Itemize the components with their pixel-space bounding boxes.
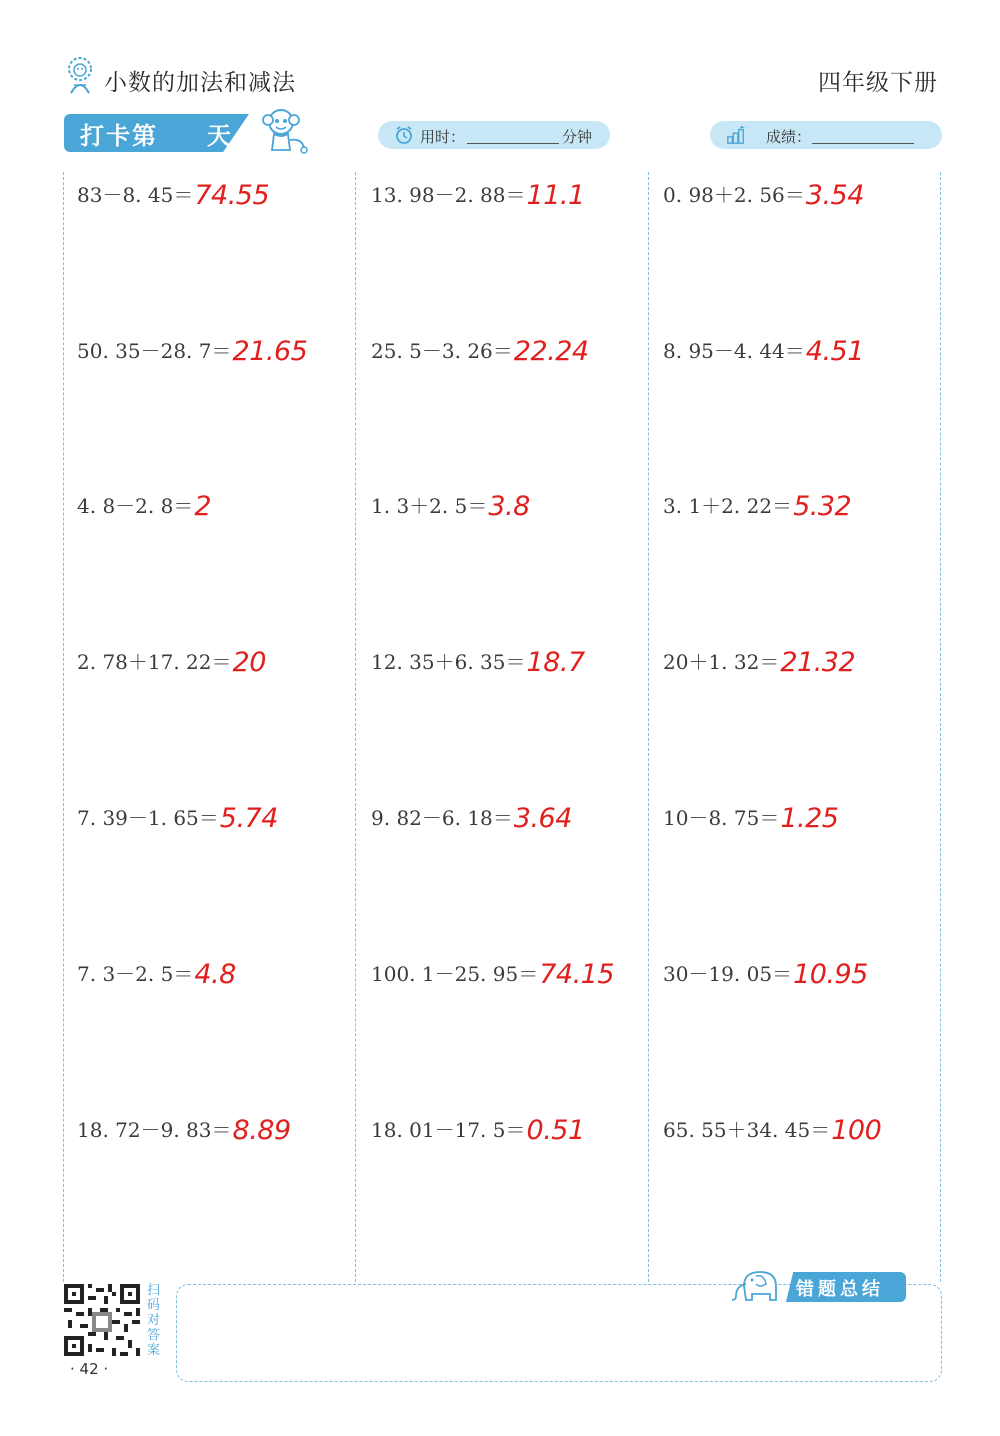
handwritten-answer: 1.25 <box>780 803 839 834</box>
problem-expression: 13. 98－2. 88＝11.1 <box>371 180 585 211</box>
problem-expression: 25. 5－3. 26＝22.24 <box>371 336 589 367</box>
problem-expression: 30－19. 05＝10.95 <box>663 959 868 990</box>
handwritten-answer: 2 <box>194 491 212 522</box>
problem-expression: 100. 1－25. 95＝74.15 <box>371 959 615 990</box>
monkey-mascot-icon <box>256 104 310 156</box>
page-number: · 42 · <box>70 1360 109 1378</box>
handwritten-answer: 0.51 <box>526 1115 585 1146</box>
problem-item <box>663 951 953 1001</box>
problem-expression: 18. 01－17. 5＝0.51 <box>371 1115 585 1146</box>
checkin-label: 打卡第 <box>80 122 158 150</box>
problem-item <box>371 483 661 533</box>
handwritten-answer: 11.1 <box>526 180 585 211</box>
problem-item <box>663 328 953 378</box>
score-box <box>710 121 942 149</box>
problem-item <box>371 951 661 1001</box>
problem-expression: 10－8. 75＝1.25 <box>663 803 839 834</box>
problem-expression: 12. 35＋6. 35＝18.7 <box>371 647 585 678</box>
handwritten-answer: 22.24 <box>513 336 589 367</box>
time-box <box>378 121 610 149</box>
handwritten-answer: 20 <box>232 647 266 678</box>
mistake-summary-label: 错题总结 <box>796 1279 884 1300</box>
score-label: 成绩： <box>766 128 812 146</box>
handwritten-answer: 8.89 <box>232 1115 291 1146</box>
problem-item <box>77 795 367 845</box>
problem-item <box>663 483 953 533</box>
handwritten-answer: 74.15 <box>539 959 615 990</box>
elephant-mascot-icon <box>730 1266 788 1304</box>
problem-expression: 20＋1. 32＝21.32 <box>663 647 856 678</box>
problem-expression: 2. 78＋17. 22＝20 <box>77 647 266 678</box>
problem-expression: 9. 82－6. 18＝3.64 <box>371 803 572 834</box>
time-blank[interactable] <box>467 143 559 144</box>
handwritten-answer: 21.65 <box>232 336 308 367</box>
problem-item <box>371 172 661 222</box>
handwritten-answer: 18.7 <box>526 647 585 678</box>
problem-item <box>77 172 367 222</box>
checkin-day-suffix: 天 <box>207 122 231 150</box>
problem-item <box>663 172 953 222</box>
problem-expression: 7. 39－1. 65＝5.74 <box>77 803 278 834</box>
page-title: 小数的加法和减法 <box>104 70 296 96</box>
problem-item <box>371 1107 661 1157</box>
handwritten-answer: 5.74 <box>219 803 278 834</box>
alarm-clock-icon <box>394 125 414 145</box>
problem-item <box>663 1107 953 1157</box>
handwritten-answer: 3.8 <box>488 491 530 522</box>
handwritten-answer: 74.55 <box>194 180 270 211</box>
handwritten-answer: 4.8 <box>194 959 236 990</box>
problem-expression: 1. 3＋2. 5＝3.8 <box>371 491 530 522</box>
problem-expression: 3. 1＋2. 22＝5.32 <box>663 491 852 522</box>
scan-for-answers-label: 扫码对答案 <box>147 1283 161 1358</box>
problem-item <box>371 328 661 378</box>
problem-expression: 7. 3－2. 5＝4.8 <box>77 959 236 990</box>
handwritten-answer: 4.51 <box>805 336 864 367</box>
time-unit: 分钟 <box>562 128 593 146</box>
problem-item <box>663 639 953 689</box>
problem-item <box>371 639 661 689</box>
score-blank[interactable] <box>812 143 914 144</box>
problem-expression: 4. 8－2. 8＝2 <box>77 491 212 522</box>
problem-expression: 0. 98＋2. 56＝3.54 <box>663 180 864 211</box>
problem-expression: 8. 95－4. 44＝4.51 <box>663 336 864 367</box>
problem-expression: 65. 55＋34. 45＝100 <box>663 1115 882 1146</box>
handwritten-answer: 21.32 <box>780 647 856 678</box>
problem-item <box>77 1107 367 1157</box>
problem-expression: 18. 72－9. 83＝8.89 <box>77 1115 291 1146</box>
handwritten-answer: 3.54 <box>805 180 864 211</box>
time-label: 用时： <box>420 128 466 146</box>
problem-item <box>77 951 367 1001</box>
handwritten-answer: 100 <box>831 1115 882 1146</box>
problem-item <box>371 795 661 845</box>
problem-item <box>663 795 953 845</box>
problem-item <box>77 328 367 378</box>
problem-item <box>77 483 367 533</box>
handwritten-answer: 5.32 <box>793 491 852 522</box>
lion-mascot-icon <box>62 55 98 95</box>
problem-expression: 83－8. 45＝74.55 <box>77 180 270 211</box>
grade-label: 四年级下册 <box>818 70 938 96</box>
handwritten-answer: 3.64 <box>513 803 572 834</box>
handwritten-answer: 10.95 <box>793 959 868 990</box>
problem-expression: 50. 35－28. 7＝21.65 <box>77 336 308 367</box>
podium-chart-icon <box>726 125 746 145</box>
qr-code[interactable] <box>64 1284 140 1356</box>
left-border <box>63 172 64 1282</box>
problem-item <box>77 639 367 689</box>
